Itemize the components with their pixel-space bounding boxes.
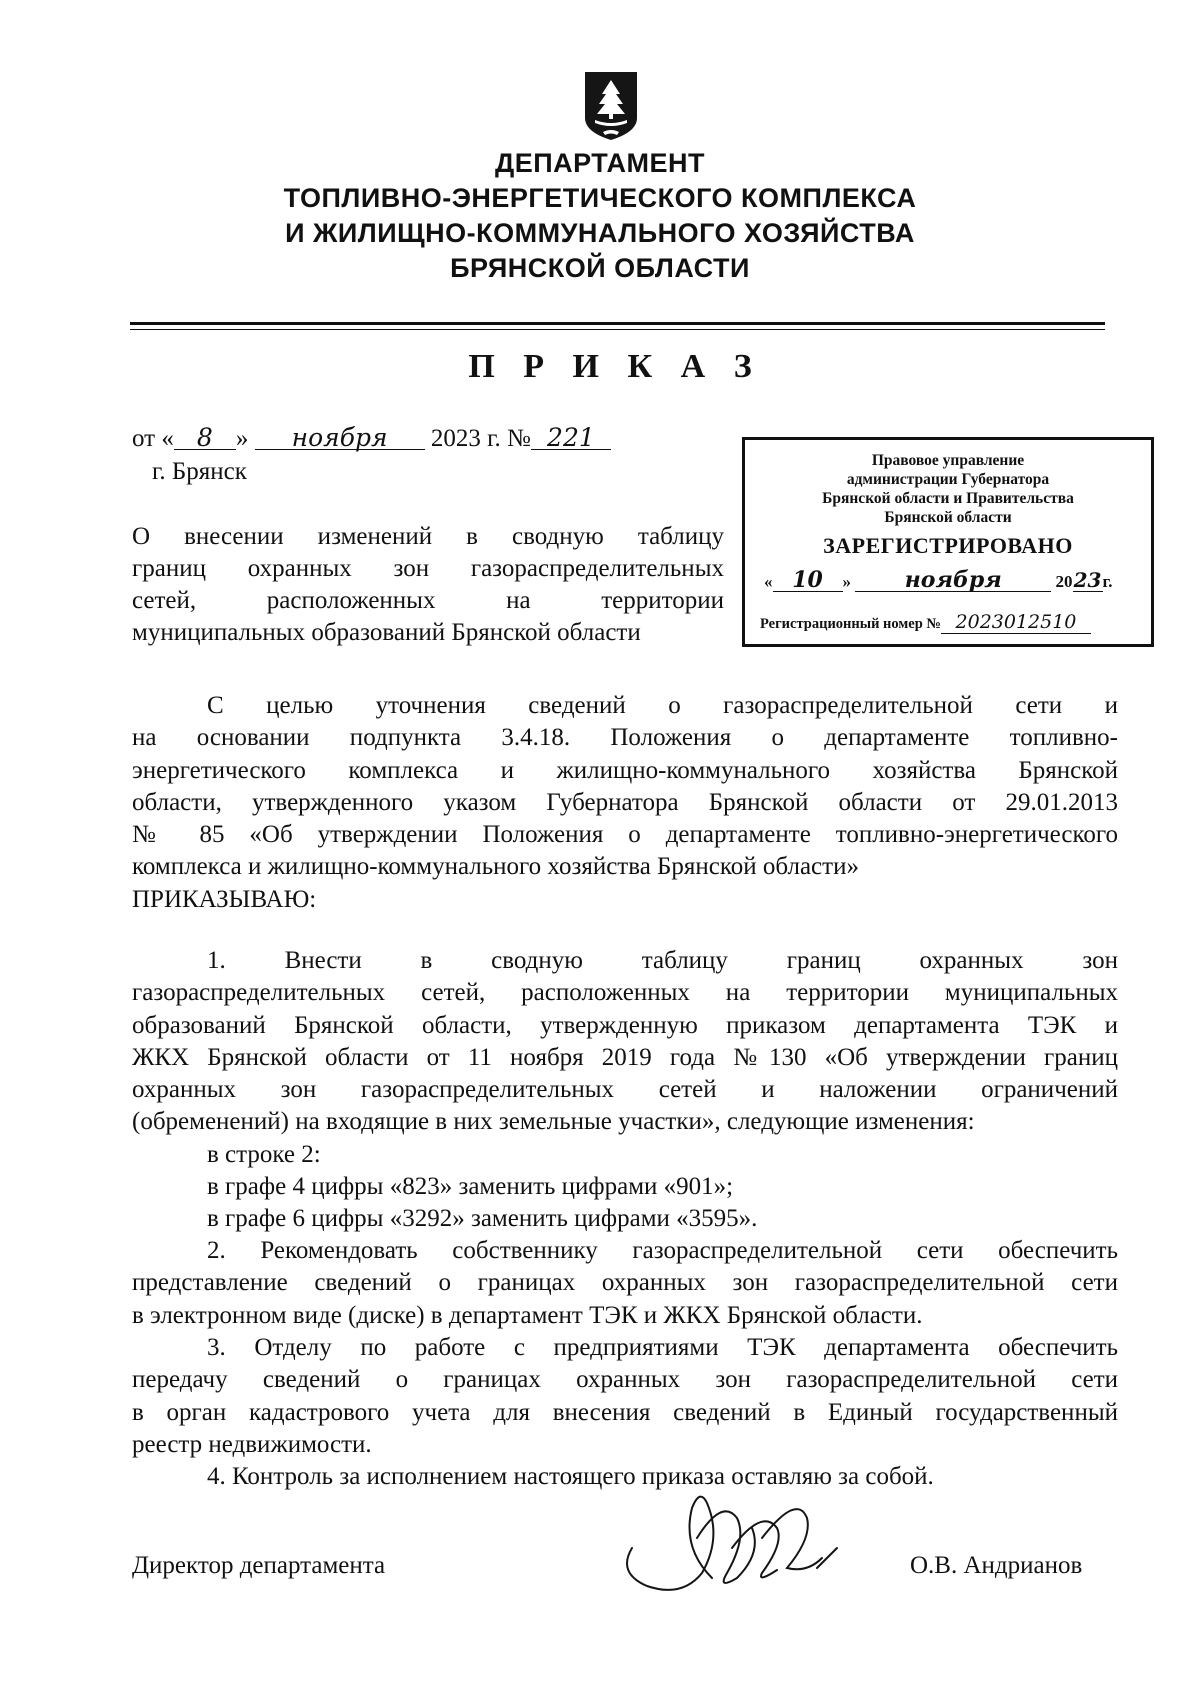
item-3-line: реестр недвижимости. bbox=[132, 1430, 372, 1458]
stamp-line-4: Брянской области bbox=[884, 509, 1012, 526]
item-2-line: представление сведений о границах охранных зон газораспределительной сети bbox=[132, 1269, 1118, 1297]
preamble-paragraph bbox=[132, 690, 1118, 916]
item-1-change: в строке 2: bbox=[207, 1140, 321, 1168]
handwritten-order-number: 221 bbox=[531, 427, 611, 450]
item-4-line: 4. Контроль за исполнением настоящего приказа оставляю за собой. bbox=[207, 1463, 934, 1490]
stamp-handwritten-year: 23 bbox=[1073, 568, 1102, 592]
preamble-line: комплекса и жилищно-коммунального хозяйства Брянской области» bbox=[132, 853, 859, 881]
header-rule-thick bbox=[130, 322, 1105, 325]
department-name-line-4: БРЯНСКОЙ ОБЛАСТИ bbox=[450, 253, 750, 283]
document-title: П Р И К А З bbox=[468, 348, 762, 385]
preamble-line: на основании подпункта 3.4.18. Положения о департаменте топливно- bbox=[132, 724, 1118, 752]
header-rule-thin bbox=[130, 329, 1105, 330]
subject-line: О внесении изменений в сводную таблицу bbox=[132, 523, 724, 550]
order-item-3 bbox=[132, 1332, 1118, 1461]
stamp-registered-label: ЗАРЕГИСТРИРОВАНО bbox=[823, 533, 1073, 558]
signatory-position: Директор департамента bbox=[132, 1552, 386, 1579]
item-2-line: в электронном виде (диске) в департамент ТЭК и ЖКХ Брянской области. bbox=[132, 1301, 923, 1329]
stamp-date-close: » bbox=[842, 572, 851, 591]
stamp-reg-label: Регистрационный номер № bbox=[760, 616, 941, 632]
order-subject bbox=[132, 521, 724, 649]
handwritten-signature bbox=[612, 1478, 862, 1598]
stamp-line-3: Брянской области и Правительства bbox=[822, 490, 1074, 507]
stamp-year-prefix: 20 bbox=[1055, 572, 1073, 591]
preamble-line: № 85 «Об утверждении Положения о департаменте топливно-энергетического bbox=[132, 821, 1118, 849]
stamp-handwritten-day: 10 bbox=[773, 569, 843, 592]
stamp-line-1: Правовое управление bbox=[871, 452, 1025, 469]
stamp-date-open: « bbox=[764, 572, 773, 591]
preamble-line: области, утвержденного указом Губернатора Брянской области от 29.01.2013 bbox=[132, 788, 1118, 816]
date-year: 2023 г. bbox=[430, 425, 501, 452]
handwritten-day: 8 bbox=[174, 427, 236, 450]
coat-of-arms-emblem bbox=[583, 70, 639, 142]
preamble-orders: ПРИКАЗЫВАЮ: bbox=[132, 885, 317, 913]
preamble-line: энергетического комплекса и жилищно-коммунального хозяйства Брянской bbox=[132, 756, 1118, 784]
number-prefix: № bbox=[507, 425, 531, 452]
item-1-line: 1. Внести в сводную таблицу границ охранных зон bbox=[207, 947, 1118, 974]
item-1-line: ЖКХ Брянской области от 11 ноября 2019 года №130 «Об утверждении границ bbox=[132, 1043, 1118, 1071]
item-3-line: 3. Отделу по работе с предприятиями ТЭК департамента обеспечить bbox=[207, 1334, 1118, 1361]
item-1-change: в графе 6 цифры «3292» заменить цифрами «3595». bbox=[207, 1205, 758, 1233]
order-item-2 bbox=[132, 1235, 1118, 1332]
item-1-change: в графе 4 цифры «823» заменить цифрами «901»; bbox=[207, 1173, 734, 1201]
order-item-1 bbox=[132, 945, 1118, 1236]
department-name-line-2: ТОПЛИВНО-ЭНЕРГЕТИЧЕСКОГО КОМПЛЕКСА bbox=[283, 183, 917, 213]
date-quote-close: » bbox=[235, 425, 249, 452]
signatory-name: О.В. Андрианов bbox=[910, 1552, 1083, 1579]
subject-line: границ охранных зон газораспределительных bbox=[132, 555, 724, 582]
date-prefix: от « bbox=[132, 425, 174, 452]
stamp-date-row bbox=[764, 569, 1138, 592]
department-name-line-3: И ЖИЛИЩНО-КОММУНАЛЬНОГО ХОЗЯЙСТВА bbox=[285, 218, 915, 248]
department-name-line-1: ДЕПАРТАМЕНТ bbox=[494, 148, 706, 178]
item-1-line: (обременений) на входящие в них земельные участки», следующие изменения: bbox=[132, 1108, 975, 1136]
stamp-line-2: администрации Губернатора bbox=[846, 471, 1050, 488]
item-3-line: в орган кадастрового учета для внесения сведений в Единый государственный bbox=[132, 1398, 1118, 1426]
registration-stamp bbox=[742, 437, 1154, 647]
item-2-line: 2. Рекомендовать собственнику газораспределительной сети обеспечить bbox=[207, 1237, 1118, 1264]
subject-line: муниципальных образований Брянской области bbox=[132, 619, 641, 646]
item-1-line: охранных зон газораспределительных сетей и наложении ограничений bbox=[132, 1076, 1118, 1104]
order-date-line bbox=[132, 425, 611, 453]
item-3-line: передачу сведений о границах охранных зон газораспределительной сети bbox=[132, 1366, 1118, 1394]
city: г. Брянск bbox=[152, 458, 247, 485]
subject-line: сетей, расположенных на территории bbox=[132, 587, 724, 614]
item-1-line: газораспределительных сетей, расположенных на территории муниципальных bbox=[132, 979, 1118, 1007]
handwritten-month: ноября bbox=[255, 427, 425, 450]
stamp-registration-number-row bbox=[760, 611, 1142, 634]
preamble-line: С целью уточнения сведений о газораспределительной сети и bbox=[207, 692, 1118, 719]
stamp-year-end: г. bbox=[1102, 572, 1113, 591]
stamp-handwritten-reg-number: 2023012510 bbox=[941, 611, 1091, 634]
stamp-handwritten-month: ноября bbox=[855, 569, 1051, 592]
item-1-line: образований Брянской области, утвержденную приказом департамента ТЭК и bbox=[132, 1011, 1118, 1039]
